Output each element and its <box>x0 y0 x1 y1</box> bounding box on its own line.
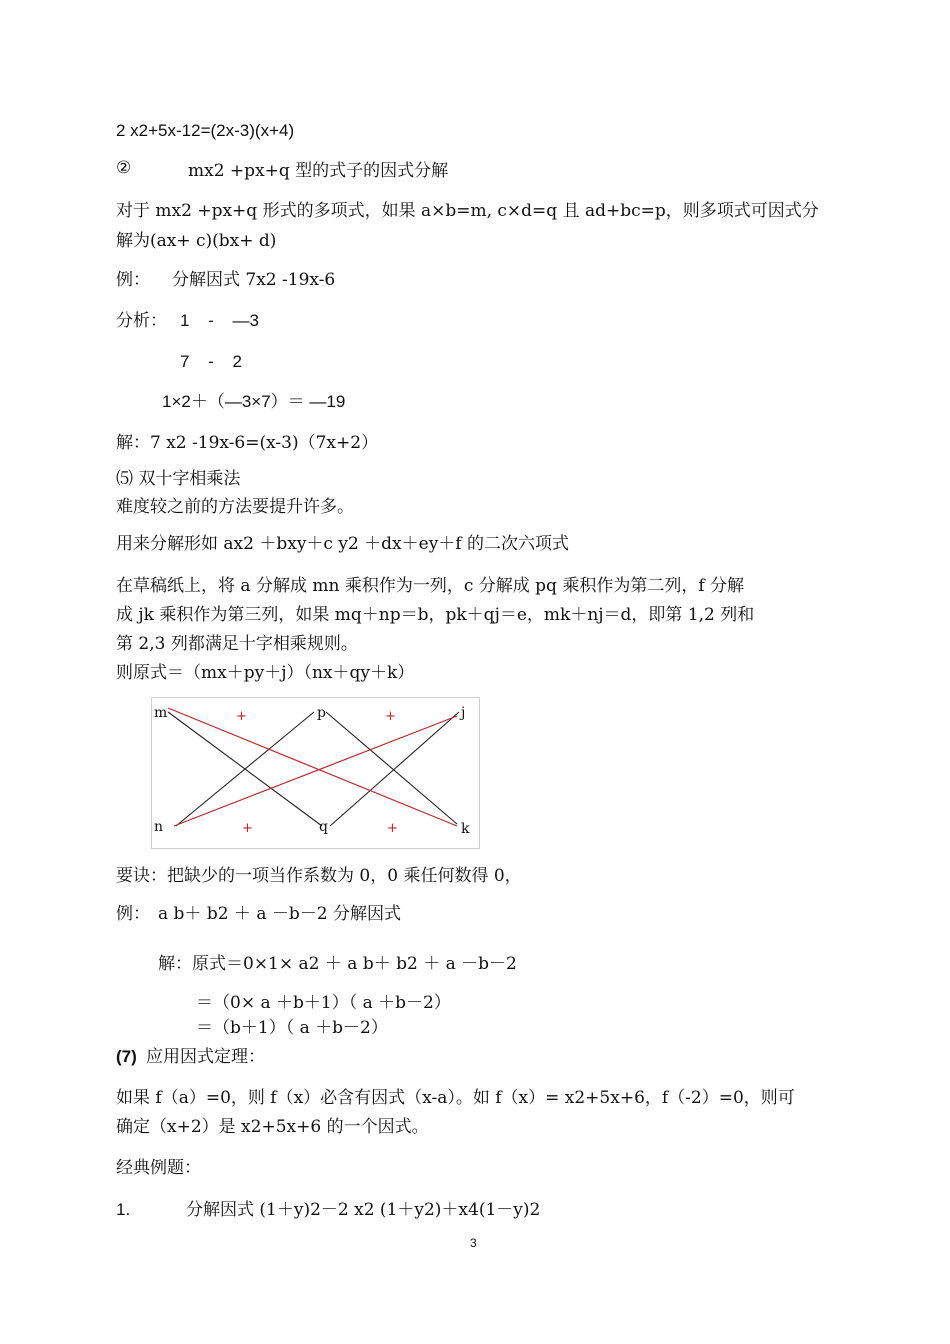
solution-line: 解：原式＝0×1× a2 ＋ a b＋ b2 ＋ a －b－2 <box>158 954 517 974</box>
plus-sign: + <box>387 821 398 836</box>
plus-sign: + <box>385 709 396 724</box>
label-j: j <box>461 705 466 721</box>
problem-text: 分解因式 (1＋y)2－2 x2 (1＋y2)＋x4(1－y)2 <box>186 1200 541 1220</box>
example-text: a b＋ b2 ＋ a －b－2 分解因式 <box>158 904 401 924</box>
label-q: q <box>319 819 328 835</box>
label-p: p <box>317 705 326 721</box>
double-cross-diagram <box>151 697 480 849</box>
line-n-p <box>176 712 314 826</box>
analysis-row-1: 1 - —3 <box>180 311 260 330</box>
example-label: 例： <box>116 270 150 290</box>
solution-step: ＝（0× a ＋b＋1）（ a ＋b－2） <box>196 993 451 1013</box>
line-n-j <box>174 716 457 826</box>
solution-step: ＝（b＋1）（ a ＋b－2） <box>196 1018 388 1038</box>
section-number: (7) <box>116 1047 137 1066</box>
line-m-k <box>168 708 457 826</box>
label-m: m <box>154 705 168 721</box>
example-text: 分解因式 7x2 -19x-6 <box>172 270 336 290</box>
analysis-check: 1×2＋（—3×7）＝ —19 <box>162 392 346 411</box>
page-number: 3 <box>470 1236 477 1250</box>
solution-line: 解：7 x2 -19x-6=(x-3)（7x+2） <box>116 433 379 453</box>
paragraph-line: 难度较之前的方法要提升许多。 <box>116 497 354 517</box>
paragraph-line: 第 2,3 列都满足十字相乘规则。 <box>116 634 358 654</box>
analysis-label: 分析： <box>116 311 167 331</box>
subsection-heading: ⑸ 双十字相乘法 <box>116 469 241 489</box>
plus-sign: + <box>236 709 247 724</box>
result-formula: 则原式＝（mx＋py＋j）（nx＋qy＋k） <box>116 663 415 683</box>
tip-line: 要诀：把缺少的一项当作系数为 0，0 乘任何数得 0， <box>116 866 522 886</box>
line-p-k <box>326 712 457 824</box>
example-label: 例： <box>116 904 150 924</box>
analysis-row-2: 7 - 2 <box>180 352 243 371</box>
plus-sign: + <box>242 821 253 836</box>
paragraph-line: 解为(ax+ c)(bx+ d) <box>116 231 277 251</box>
section-title: 应用因式定理： <box>146 1047 265 1067</box>
paragraph-line: 成 jk 乘积作为第三列，如果 mq＋np＝b，pk＋qj＝e，mk＋nj＝d，即第 1,2 列和 <box>116 605 755 625</box>
paragraph-line: 用来分解形如 ax2 ＋bxy＋c y2 ＋dx＋ey＋f 的二次六项式 <box>116 534 569 554</box>
paragraph-line: 如果 f（a）=0，则 f（x）必含有因式（x-a）。如 f（x）= x2+5x+6，f（-2）=0，则可 <box>116 1088 795 1108</box>
equation-line-1: 2 x2+5x-12=(2x-3)(x+4) <box>116 121 295 140</box>
problem-number: 1. <box>116 1200 131 1219</box>
classic-examples-heading: 经典例题： <box>116 1158 201 1178</box>
section-heading-text: mx2 +px+q 型的式子的因式分解 <box>188 161 449 181</box>
paragraph-line: 确定（x+2）是 x2+5x+6 的一个因式。 <box>116 1117 429 1137</box>
paragraph-line: 在草稿纸上，将 a 分解成 mn 乘积作为一列，c 分解成 pq 乘积作为第二列，f 分解 <box>116 576 745 596</box>
label-n: n <box>154 819 164 835</box>
cross-lines-svg <box>152 698 479 848</box>
label-k: k <box>461 821 470 837</box>
paragraph-line: 对于 mx2 +px+q 形式的多项式，如果 a×b=m, c×d=q 且 ad+bc=p，则多项式可因式分 <box>116 201 819 221</box>
circled-number: ② <box>116 158 132 178</box>
section-heading-2 <box>116 157 131 179</box>
